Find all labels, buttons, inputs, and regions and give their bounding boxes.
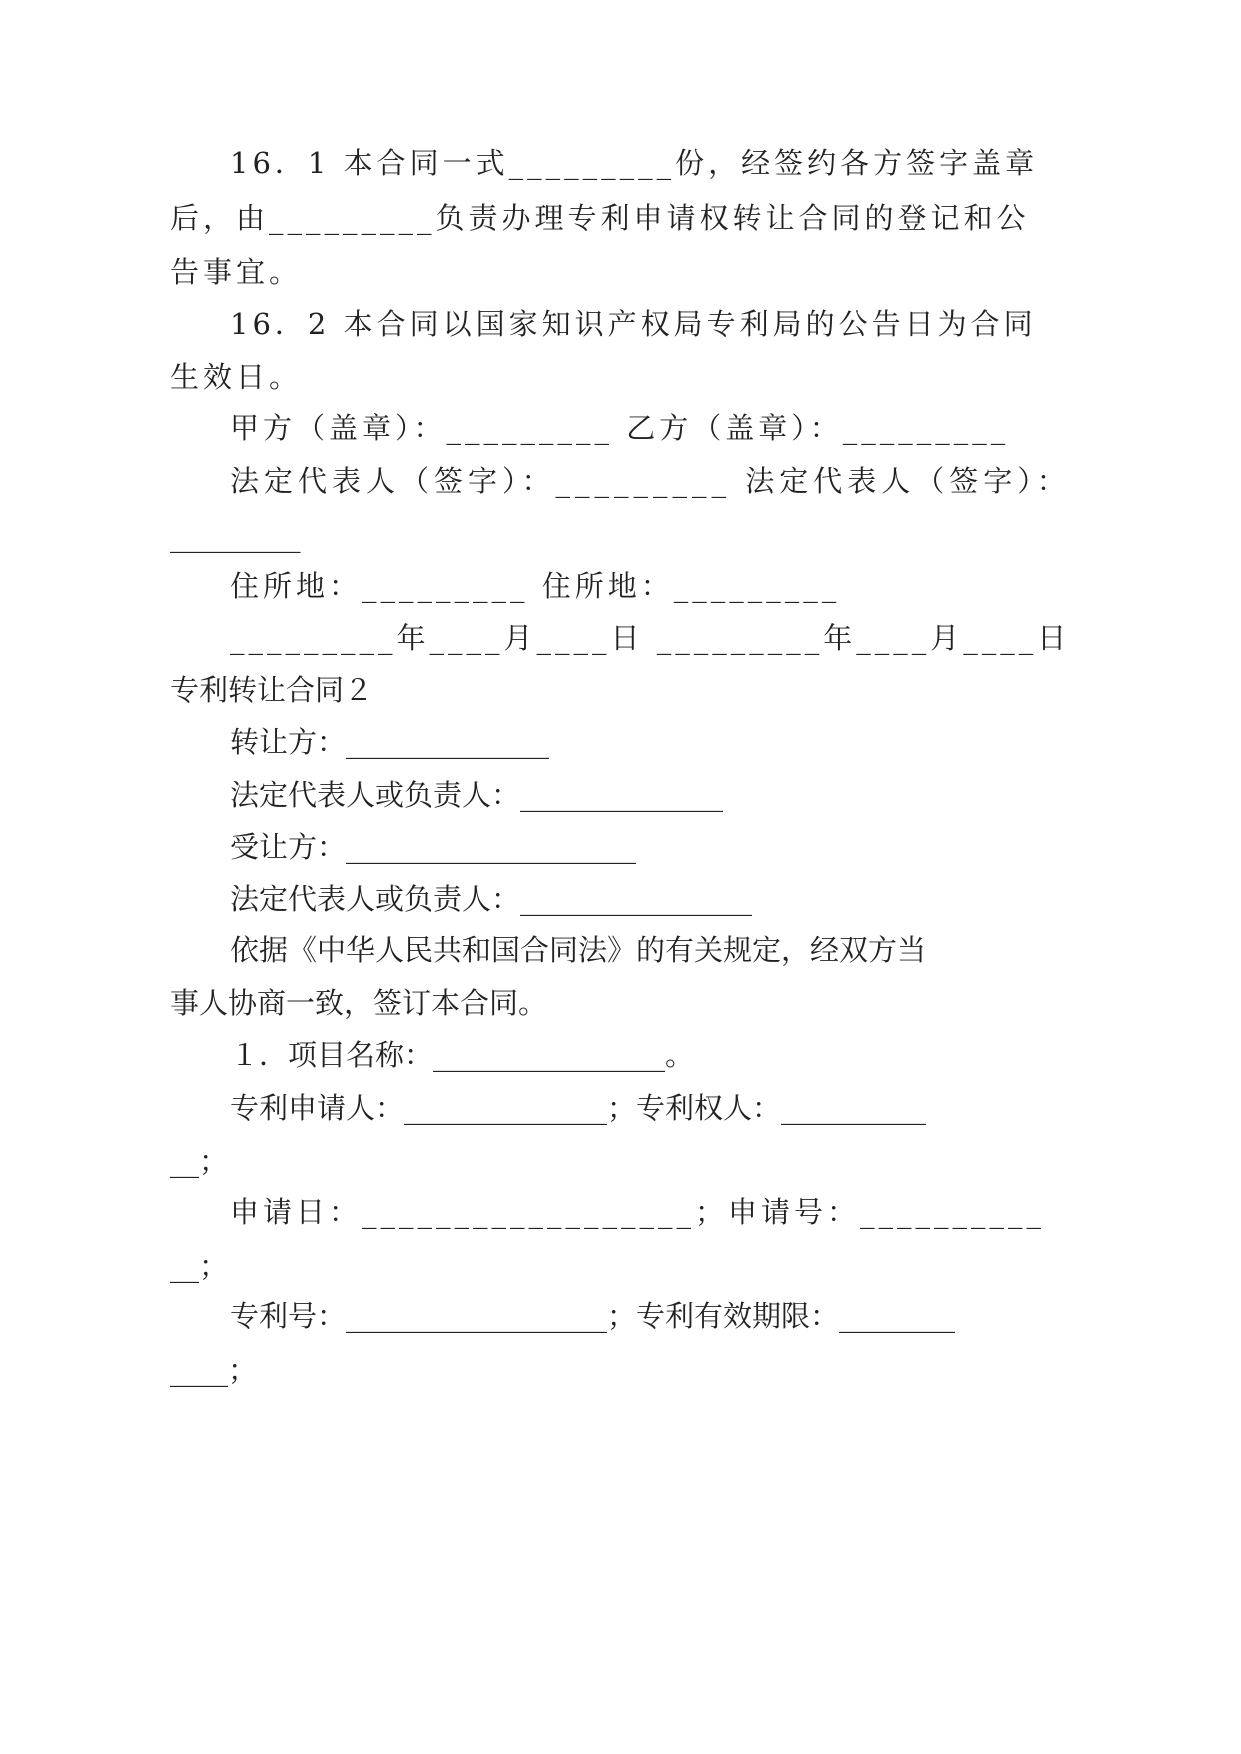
clause-16-1-line-1: 16．1 本合同一式_________份，经签约各方签字盖章 (230, 146, 1039, 180)
basis-paragraph-line-2: 事人协商一致，签订本合同。 (170, 986, 548, 1020)
basis-paragraph-line-1: 依据《中华人民共和国合同法》的有关规定，经双方当 (230, 933, 927, 967)
transferor-rep-line: 法定代表人或负责人：______________ (230, 778, 724, 812)
date-line: _________年____月____日 _________年____月____日 (230, 621, 1071, 655)
clause-16-2-line-1: 16．2 本合同以国家知识产权局专利局的公告日为合同 (230, 307, 1037, 341)
patent-number-line-cont: ____； (170, 1353, 258, 1387)
patent-applicant-line: 专利申请人：______________；专利权人：__________ (230, 1091, 927, 1125)
clause-16-1-line-3: 告事宜。 (170, 255, 303, 289)
party-seal-line: 甲方（盖章）：_________ 乙方（盖章）：_________ (230, 411, 1010, 445)
transferee-line: 受让方：____________________ (230, 830, 637, 864)
project-name-line: １．项目名称：________________。 (230, 1038, 695, 1072)
section-title: 专利转让合同２ (170, 673, 374, 707)
clause-16-1-line-2: 后，由_________负责办理专利申请权转让合同的登记和公 (170, 201, 1030, 235)
application-date-line-cont: __； (170, 1249, 229, 1283)
legal-rep-signature-blank: _________ (170, 519, 301, 553)
patent-applicant-line-cont: __； (170, 1144, 229, 1178)
patent-number-line: 专利号：__________________；专利有效期限：________ (230, 1299, 956, 1333)
transferor-line: 转让方：______________ (230, 725, 550, 759)
application-date-line: 申请日：__________________；申请号：__________ (230, 1195, 1046, 1229)
legal-rep-signature-line: 法定代表人（签字）：_________ 法定代表人（签字）： (230, 464, 1071, 498)
transferee-rep-line: 法定代表人或负责人：________________ (230, 882, 753, 916)
address-line: 住所地：_________ 住所地：_________ (230, 569, 841, 603)
clause-16-2-line-2: 生效日。 (170, 360, 303, 394)
